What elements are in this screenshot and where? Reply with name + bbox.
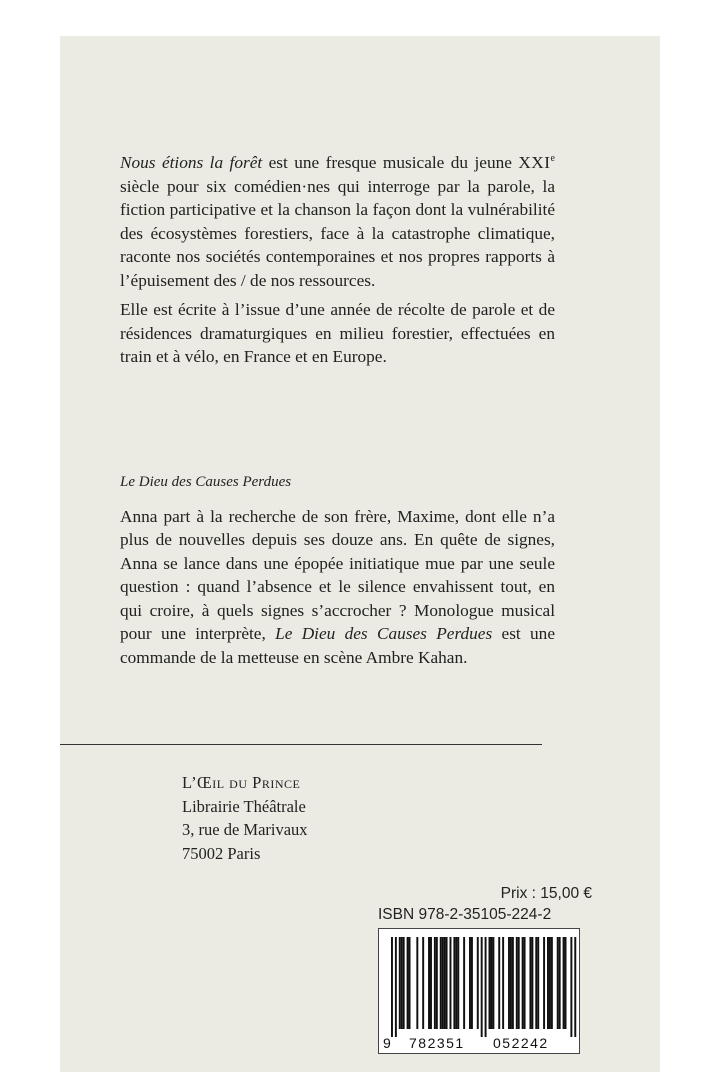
barcode-bar xyxy=(574,937,576,1037)
barcode-bar xyxy=(403,937,405,1029)
publisher-address xyxy=(182,771,308,865)
barcode-bar xyxy=(434,937,436,1029)
price-label: Prix : 15,00 € xyxy=(500,885,592,902)
second-work-title: Le Dieu des Causes Perdues xyxy=(120,474,292,490)
barcode-bar xyxy=(457,937,459,1029)
description-paragraph-2: Elle est écrite à l’issue d’une année de récolte de parole et de résidences dramaturgiques en milieu forestier, effectuées en train et à vélo, en France et en Europe. xyxy=(120,300,555,366)
barcode-bar xyxy=(510,937,512,1029)
barcode-bar xyxy=(422,937,424,1029)
barcode-bar xyxy=(543,937,545,1029)
barcode-bar xyxy=(512,937,514,1029)
barcode-bar xyxy=(407,937,409,1029)
barcode-bar xyxy=(524,937,526,1029)
barcode-bar xyxy=(399,937,401,1029)
publisher-city: 75002 Paris xyxy=(182,843,261,863)
barcode-bar xyxy=(563,937,565,1029)
barcode-bar xyxy=(522,937,524,1029)
description-block xyxy=(120,151,555,369)
barcode-bar xyxy=(508,937,510,1029)
barcode-bar xyxy=(570,937,572,1037)
barcode-bar xyxy=(498,937,500,1029)
barcode-bar xyxy=(477,937,479,1029)
barcode-bar xyxy=(549,937,551,1029)
publisher-name: L’Œil du Prince xyxy=(182,773,301,792)
barcode-bar xyxy=(463,937,465,1029)
barcode-bar xyxy=(446,937,448,1029)
barcode-bar xyxy=(450,937,452,1029)
barcode-bar xyxy=(440,937,442,1029)
barcode-bar xyxy=(492,937,494,1029)
barcode-bar xyxy=(395,937,397,1037)
barcode xyxy=(378,928,580,1054)
barcode-bar xyxy=(409,937,411,1029)
barcode-bar xyxy=(531,937,533,1029)
barcode-bar xyxy=(516,937,518,1029)
barcode-bar xyxy=(453,937,455,1029)
century-superscript: e xyxy=(550,153,555,165)
barcode-bar xyxy=(485,937,487,1037)
barcode-bar xyxy=(565,937,567,1029)
barcode-bar xyxy=(430,937,432,1029)
barcode-bar xyxy=(529,937,531,1029)
second-work-synopsis: Anna part à la recherche de son frère, Maxime, dont elle n’a plus de nouvelles depuis ses douze ans. En quête de signes, Anna se lance dans une épopée initiatique mue par une seule question : quand l’absence et le silence envahissent tout, en qui croire, à quels signes s’accrocher ? Monologue musical pour une interprète, Le Dieu des Causes Perdues est une commande de la metteuse en scène Ambre Kahan. xyxy=(120,506,555,667)
barcode-bar xyxy=(416,937,418,1029)
book-title-italic: Nous étions la forêt xyxy=(120,153,263,172)
barcode-bar xyxy=(535,937,537,1029)
barcode-bar xyxy=(455,937,457,1029)
barcode-bar xyxy=(502,937,504,1029)
barcode-bar xyxy=(490,937,492,1029)
barcode-bar xyxy=(559,937,561,1029)
barcode-bar xyxy=(557,937,559,1029)
barcode-bar xyxy=(537,937,539,1029)
barcode-bar xyxy=(551,937,553,1029)
barcode-bar xyxy=(481,937,483,1037)
second-work-title-inline: Le Dieu des Causes Perdues xyxy=(275,624,493,643)
barcode-bar xyxy=(391,937,393,1037)
barcode-right-group: 052242 xyxy=(493,1035,549,1051)
barcode-bar xyxy=(442,937,444,1029)
barcode-bar xyxy=(547,937,549,1029)
barcode-bar xyxy=(489,937,491,1029)
century-numeral: XXI xyxy=(518,153,551,172)
publisher-street: 3, rue de Marivaux xyxy=(182,820,308,840)
barcode-bar xyxy=(469,937,471,1029)
barcode-first-digit: 9 xyxy=(383,1035,391,1051)
barcode-left-group: 782351 xyxy=(409,1035,465,1051)
description-paragraph-1: Nous étions la forêt est une fresque musicale du jeune XXIe siècle pour six comédien·nes qui interroge par la parole, la fiction participative et la chanson la façon dont la vulnérabilité des écosystèmes forestiers, face à la catastrophe climatique, raconte nos sociétés contemporaines et nos propres rapports à l’épuisement des / de nos ressources. xyxy=(120,153,555,290)
barcode-bar xyxy=(436,937,438,1029)
barcode-bar xyxy=(428,937,430,1029)
barcode-bar xyxy=(401,937,403,1029)
isbn-label: ISBN 978-2-35105-224-2 xyxy=(378,906,552,923)
barcode-bar xyxy=(471,937,473,1029)
publisher-line-2: Librairie Théâtrale xyxy=(182,796,306,816)
second-work-block xyxy=(120,471,555,669)
barcode-bar xyxy=(444,937,446,1029)
horizontal-divider xyxy=(60,744,542,745)
barcode-bar xyxy=(518,937,520,1029)
